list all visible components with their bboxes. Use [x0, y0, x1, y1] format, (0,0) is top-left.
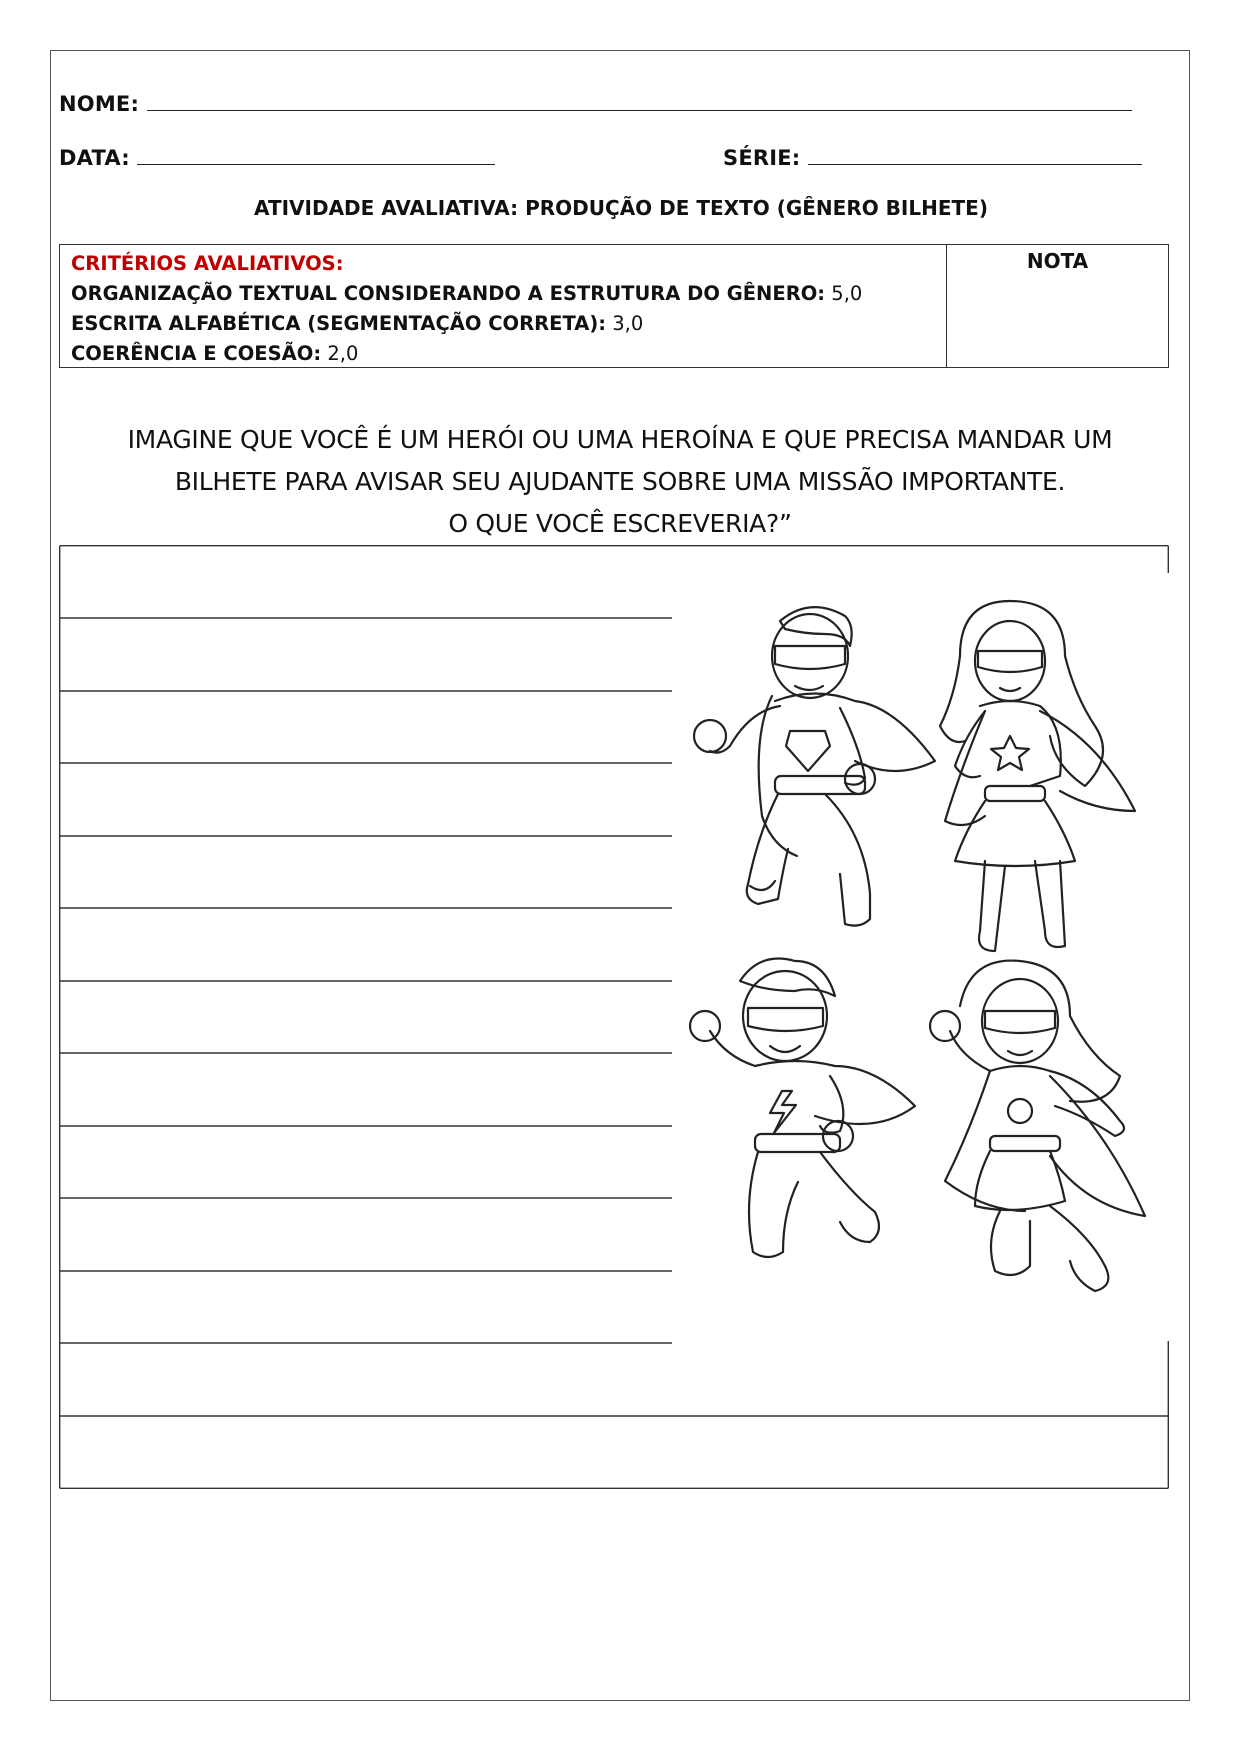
criteria-heading: CRITÉRIOS AVALIATIVOS:: [71, 252, 344, 275]
criteria-item-label: ESCRITA ALFABÉTICA (SEGMENTAÇÃO CORRETA):: [71, 312, 607, 335]
grade-cell[interactable]: [947, 245, 1168, 371]
hero-girl-icon: [940, 601, 1135, 951]
activity-title: ATIVIDADE AVALIATIVA: PRODUÇÃO DE TEXTO (GÊNERO BILHETE): [254, 196, 988, 220]
criteria-cell: [60, 245, 947, 367]
writing-prompt: [60, 419, 1180, 545]
criteria-item-score: 2,0: [327, 342, 359, 365]
criteria-item-score: 5,0: [831, 282, 863, 305]
hero-boy-flying-icon: [690, 959, 915, 1258]
date-blank[interactable]: [137, 144, 495, 165]
prompt-line: BILHETE PARA AVISAR SEU AJUDANTE SOBRE UMA MISSÃO IMPORTANTE.: [174, 467, 1066, 496]
date-field[interactable]: [59, 144, 495, 170]
criteria-item: [71, 279, 935, 309]
name-blank[interactable]: [147, 90, 1132, 111]
hero-boy-icon: [694, 607, 935, 926]
grade-label: NOTA: [1026, 249, 1089, 273]
hero-girl-flying-icon: [930, 961, 1145, 1291]
prompt-line: O QUE VOCÊ ESCREVERIA?”: [448, 509, 792, 538]
name-label: NOME:: [59, 92, 140, 116]
criteria-item-label: ORGANIZAÇÃO TEXTUAL CONSIDERANDO A ESTRUTURA DO GÊNERO:: [71, 282, 826, 305]
criteria-item: [71, 339, 935, 369]
grade-level-blank[interactable]: [808, 144, 1142, 165]
criteria-item: [71, 309, 935, 339]
criteria-table: [59, 244, 1169, 368]
prompt-line: IMAGINE QUE VOCÊ É UM HERÓI OU UMA HEROÍNA E QUE PRECISA MANDAR UM: [127, 425, 1113, 454]
criteria-item-score: 3,0: [612, 312, 644, 335]
superheroes-illustration: [680, 596, 1180, 1326]
grade-level-label: SÉRIE:: [723, 146, 801, 170]
criteria-item-label: COERÊNCIA E COESÃO:: [71, 342, 322, 365]
grade-level-field[interactable]: [723, 144, 1142, 170]
name-field[interactable]: [59, 90, 1132, 116]
date-label: DATA:: [59, 146, 130, 170]
